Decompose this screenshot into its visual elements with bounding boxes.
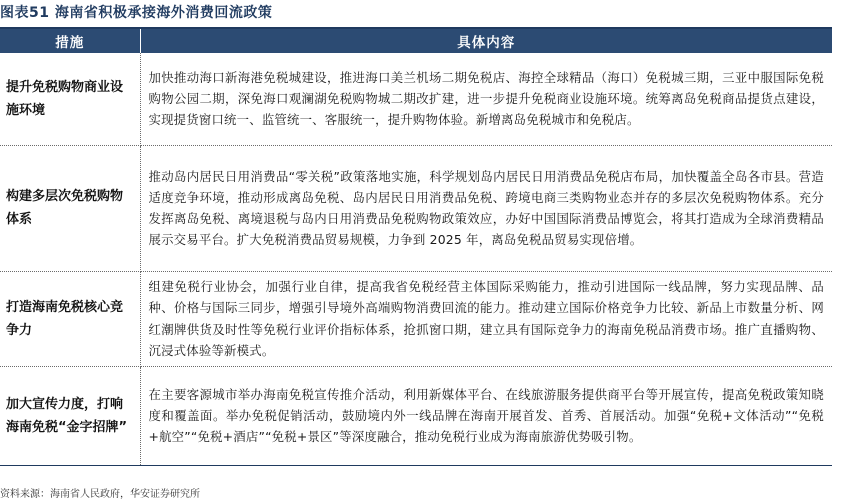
table-row — [0, 53, 832, 145]
content-cell: 加快推动海口新海港免税城建设，推进海口美兰机场二期免税店、海控全球精品（海口）免税城三期，三亚中服国际免税购物公园二期，深免海口观澜湖免税购物城二期改扩建，进一步提升免税商业设施环境。统筹离岛免税商品提货点建设，实现提货窗口统一、监管统一、客服统一，提升购物体验。新增离岛免税城市和免税店。 — [140, 53, 832, 145]
measure-cell: 构建多层次免税购物体系 — [0, 145, 140, 271]
table-row — [0, 366, 832, 465]
table-row — [0, 145, 832, 271]
content-cell: 组建免税行业协会，加强行业自律，提高我省免税经营主体国际采购能力，推动引进国际一线品牌，努力实现品牌、品种、价格与国际三同步，增强引导境外高端购物消费回流的能力。推动建立国际价格竞争力比较、新品上市数量分析、网红潮牌供货及时性等免税行业评价指标体系，抢抓窗口期，建立具有国际竞争力的海南免税品消费市场。推广直播购物、沉浸式体验等新模式。 — [140, 271, 832, 366]
content-cell: 推动岛内居民日用消费品“零关税”政策落地实施，科学规划岛内居民日用消费品免税店布局，加快覆盖全岛各市县。营造适度竞争环境，推动形成离岛免税、岛内居民日用消费品免税、跨境电商三类购物业态并存的多层次免税购物体系。充分发挥离岛免税、离境退税与岛内日用消费品免税购物政策效应，办好中国国际消费品博览会，将其打造成为全球消费精品展示交易平台。扩大免税消费品贸易规模，力争到 2025 年，离岛免税品贸易实现倍增。 — [140, 145, 832, 271]
table-row — [0, 271, 832, 366]
header-content: 具体内容 — [140, 29, 832, 53]
header-measure: 措施 — [0, 29, 140, 53]
source-note: 资料来源：海南省人民政府，华安证券研究所 — [0, 489, 200, 500]
figure-title: 图表51 海南省积极承接海外消费回流政策 — [0, 5, 273, 21]
table-header-row — [0, 29, 832, 53]
measure-cell: 加大宣传力度，打响海南免税“金字招牌” — [0, 366, 140, 465]
measure-cell: 提升免税购物商业设施环境 — [0, 53, 140, 145]
content-cell: 在主要客源城市举办海南免税宣传推介活动，利用新媒体平台、在线旅游服务提供商平台等开展宣传，提高免税政策知晓度和覆盖面。举办免税促销活动，鼓励境内外一线品牌在海南开展首发、首秀、首展活动。加强“免税+文体活动”“免税+航空”“免税+酒店”“免税+景区”等深度融合，推动免税行业成为海南旅游优势吸引物。 — [140, 366, 832, 465]
measure-cell: 打造海南免税核心竞争力 — [0, 271, 140, 366]
policy-table — [0, 29, 832, 466]
